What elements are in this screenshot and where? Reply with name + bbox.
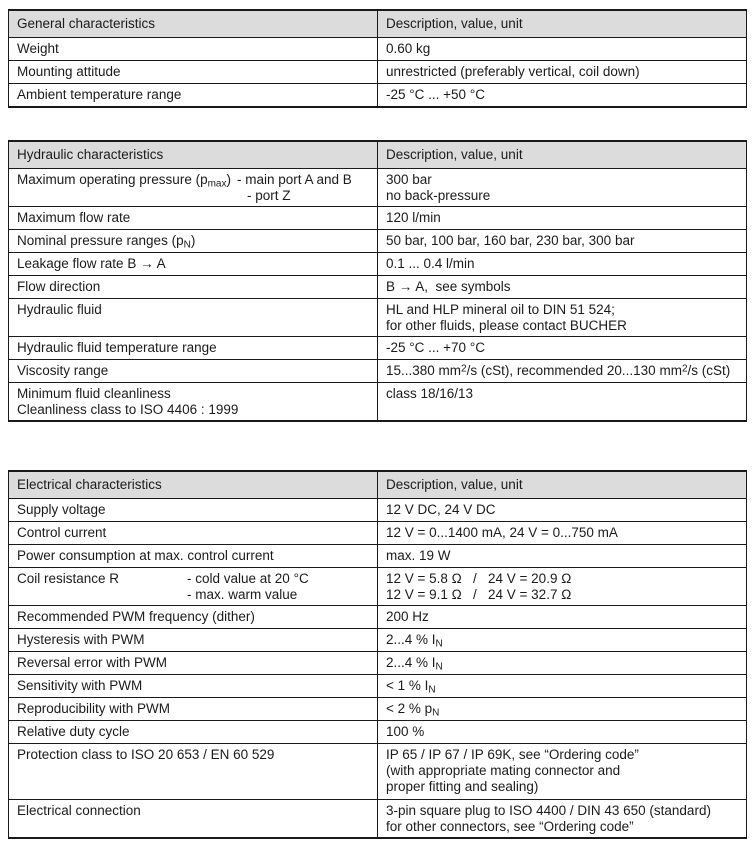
spec-label-cell xyxy=(9,698,377,720)
spec-label-text: Cleanliness class to ISO 4406 : 1999 xyxy=(17,402,239,417)
table-row xyxy=(9,743,746,799)
spec-value-text: 50 bar, 100 bar, 160 bar, 230 bar, 300 bar xyxy=(386,233,635,248)
spec-label-text: Sensitivity with PWM xyxy=(17,678,143,693)
spec-value-text: < 2 % $p_N$ xyxy=(386,701,440,719)
spec-value-cell xyxy=(377,675,746,697)
spec-value-text: < 1 % $I_N$ xyxy=(386,678,436,696)
table-header-row xyxy=(9,472,746,498)
spec-label-text: Leakage flow rate B → A xyxy=(17,256,166,271)
spec-label-cell xyxy=(9,84,377,106)
spec-value-cell xyxy=(377,800,746,837)
spec-value-cell xyxy=(377,253,746,275)
spec-label-cell xyxy=(9,253,377,275)
spec-value-text: 120 l/min xyxy=(386,210,441,225)
spec-value-text: 100 % xyxy=(386,724,425,739)
spec-value-cell xyxy=(377,744,746,799)
spec-sublabels xyxy=(237,172,352,204)
table-row xyxy=(9,605,746,628)
spec-label-cell xyxy=(9,522,377,544)
spec-label-text: Weight xyxy=(17,41,59,56)
table-header-title: General characteristics xyxy=(17,16,156,31)
spec-value-text: unrestricted (preferably vertical, coil down) xyxy=(386,64,640,79)
spec-value-text: 3-pin square plug to ISO 4400 / DIN 43 650 (standard) xyxy=(386,803,711,818)
spec-label-cell xyxy=(9,337,377,359)
spec-value-cell xyxy=(377,522,746,544)
table-row xyxy=(9,799,746,837)
spec-label-cell xyxy=(9,675,377,697)
spec-value-text: -25 °C ... +70 °C xyxy=(386,340,485,355)
table-row xyxy=(9,521,746,544)
general-characteristics-table xyxy=(8,9,747,108)
spec-value-cell xyxy=(377,545,746,567)
spec-value-text: 12 V = 9.1 Ω / 24 V = 32.7 Ω xyxy=(386,587,572,602)
spec-sublabel-text: - max. warm value xyxy=(187,587,298,602)
spec-value-cell xyxy=(377,38,746,60)
spec-label-text: Mounting attitude xyxy=(17,64,121,79)
spec-value-text: 2...4 % $I_N$ xyxy=(386,632,443,650)
spec-sublabels xyxy=(187,571,309,603)
spec-value-cell xyxy=(377,84,746,106)
spec-label-cell xyxy=(9,545,377,567)
spec-value-text: (with appropriate mating connector and xyxy=(386,763,621,778)
spec-label-cell xyxy=(9,568,377,605)
spec-label-cell xyxy=(9,61,377,83)
spec-label-cell xyxy=(9,169,377,206)
spec-value-cell xyxy=(377,230,746,252)
spec-label-text: Power consumption at max. control current xyxy=(17,548,274,563)
spec-label-cell xyxy=(9,499,377,521)
spec-value-cell xyxy=(377,383,746,420)
spec-value-cell xyxy=(377,652,746,674)
spec-label-text: Control current xyxy=(17,525,107,540)
spec-label-text: Supply voltage xyxy=(17,502,106,517)
table-row xyxy=(9,168,746,206)
spec-label-text: Ambient temperature range xyxy=(17,87,182,102)
spec-value-text: 200 Hz xyxy=(386,609,429,624)
table-row xyxy=(9,252,746,275)
table-row xyxy=(9,651,746,674)
spec-value-text: for other fluids, please contact BUCHER xyxy=(386,318,627,333)
spec-value-text: for other connectors, see “Ordering code” xyxy=(386,819,634,834)
table-header-description: Description, value, unit xyxy=(377,472,746,498)
spec-label-cell xyxy=(9,652,377,674)
spec-label-text: Flow direction xyxy=(17,279,101,294)
spec-label-cell xyxy=(9,800,377,837)
spec-label-text: Hydraulic fluid temperature range xyxy=(17,340,217,355)
spec-label-cell xyxy=(9,360,377,382)
spec-value-cell xyxy=(377,207,746,229)
table-row xyxy=(9,697,746,720)
spec-label-cell xyxy=(9,606,377,628)
table-row xyxy=(9,674,746,697)
spec-value-cell xyxy=(377,629,746,651)
spec-sublabel-text: - main port A and B xyxy=(237,172,352,187)
spec-value-cell xyxy=(377,169,746,206)
spec-value-cell xyxy=(377,360,746,382)
spec-label-text: Nominal pressure ranges $(p_N)$ xyxy=(17,233,196,251)
spec-value-text: 0.60 kg xyxy=(386,41,431,56)
spec-label-text: Reversal error with PWM xyxy=(17,655,168,670)
table-row xyxy=(9,298,746,336)
spec-value-text: 15...380 $mm^2/s$ (cSt), recommended 20...130 $mm^2/s$ (cSt) xyxy=(386,363,731,378)
spec-value-text: IP 65 / IP 67 / IP 69K, see “Ordering code” xyxy=(386,747,639,762)
spec-value-cell xyxy=(377,606,746,628)
table-row xyxy=(9,83,746,106)
table-header-description: Description, value, unit xyxy=(377,142,746,168)
spec-label-cell xyxy=(9,629,377,651)
table-row xyxy=(9,60,746,83)
spec-value-text: 12 V = 0...1400 mA, 24 V = 0...750 mA xyxy=(386,525,618,540)
table-row xyxy=(9,382,746,420)
spec-label-text: Relative duty cycle xyxy=(17,724,130,739)
spec-label-cell xyxy=(9,383,377,420)
table-header-row xyxy=(9,142,746,168)
spec-value-text: 12 V DC, 24 V DC xyxy=(386,502,496,517)
spec-label-text: Hydraulic fluid xyxy=(17,302,102,317)
spec-label-text: Maximum operating pressure $(p_{max})$ xyxy=(17,172,231,190)
table-row xyxy=(9,37,746,60)
spec-value-cell xyxy=(377,276,746,298)
spec-label-text: Hysteresis with PWM xyxy=(17,632,145,647)
table-row xyxy=(9,498,746,521)
spec-label-text: Recommended PWM frequency (dither) xyxy=(17,609,255,624)
spec-sublabel-text: - cold value at 20 °C xyxy=(187,571,309,586)
spec-label-text: Reproducibility with PWM xyxy=(17,701,171,716)
table-header-title: Electrical characteristics xyxy=(17,477,162,492)
table-row xyxy=(9,336,746,359)
spec-label-text: Coil resistance R xyxy=(17,571,120,586)
spec-value-cell xyxy=(377,499,746,521)
spec-value-text: 2...4 % $I_N$ xyxy=(386,655,443,673)
spec-value-text: max. 19 W xyxy=(386,548,451,563)
spec-label-cell xyxy=(9,721,377,743)
spec-value-cell xyxy=(377,721,746,743)
table-row xyxy=(9,567,746,605)
spec-value-cell xyxy=(377,61,746,83)
spec-label-cell xyxy=(9,276,377,298)
spec-value-text: HL and HLP mineral oil to DIN 51 524; xyxy=(386,302,615,317)
spec-label-cell xyxy=(9,744,377,799)
spec-value-cell xyxy=(377,299,746,336)
table-row xyxy=(9,628,746,651)
spec-label-cell xyxy=(9,230,377,252)
table-row xyxy=(9,359,746,382)
spec-value-text: -25 °C ... +50 °C xyxy=(386,87,485,102)
spec-label-cell xyxy=(9,38,377,60)
spec-label-text: Viscosity range xyxy=(17,363,109,378)
spec-value-text: 12 V = 5.8 Ω / 24 V = 20.9 Ω xyxy=(386,571,572,586)
table-row xyxy=(9,544,746,567)
spec-label-text: Maximum flow rate xyxy=(17,210,131,225)
spec-value-text: 0.1 ... 0.4 l/min xyxy=(386,256,475,271)
spec-label-text: Protection class to ISO 20 653 / EN 60 529 xyxy=(17,747,275,762)
table-header-title: Hydraulic characteristics xyxy=(17,147,164,162)
hydraulic-characteristics-table xyxy=(8,140,747,422)
spec-value-cell xyxy=(377,568,746,605)
spec-value-cell xyxy=(377,337,746,359)
spec-sublabel-text: - port Z xyxy=(247,188,291,203)
spec-label-cell xyxy=(9,299,377,336)
spec-label-cell xyxy=(9,207,377,229)
table-row xyxy=(9,229,746,252)
spec-label-text: Minimum fluid cleanliness xyxy=(17,386,171,401)
spec-value-text: proper fitting and sealing) xyxy=(386,779,539,794)
spec-value-cell xyxy=(377,698,746,720)
spec-label-text: Electrical connection xyxy=(17,803,141,818)
table-row xyxy=(9,720,746,743)
table-row xyxy=(9,275,746,298)
spec-value-text: 300 bar xyxy=(386,172,432,187)
spec-value-text: class 18/16/13 xyxy=(386,386,474,401)
table-header-description: Description, value, unit xyxy=(377,11,746,37)
table-row xyxy=(9,206,746,229)
spec-value-text: no back-pressure xyxy=(386,188,491,203)
electrical-characteristics-table xyxy=(8,470,747,839)
spec-value-text: B → A, see symbols xyxy=(386,279,511,294)
table-header-row xyxy=(9,11,746,37)
